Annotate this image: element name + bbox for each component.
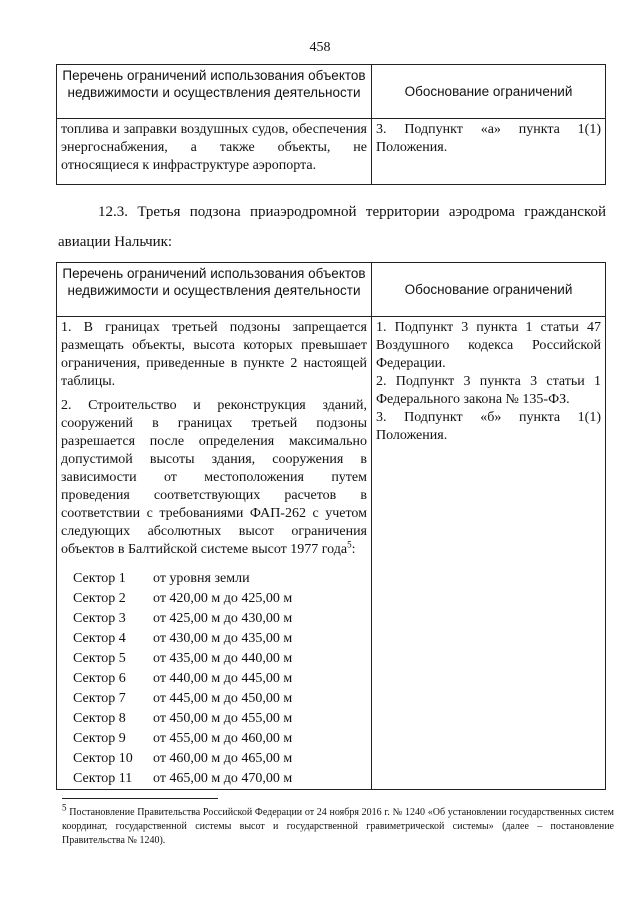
sector-row bbox=[71, 569, 367, 589]
header-restrictions-list: Перечень ограничений использования объектов недвижимости и осуществления деятельности bbox=[57, 263, 372, 317]
header-restrictions-list: Перечень ограничений использования объектов недвижимости и осуществления деятельности bbox=[57, 65, 372, 119]
justification-item-2: 2. Подпункт 3 пункта 3 статьи 1 Федерального закона № 135-ФЗ. bbox=[376, 374, 601, 407]
footnote-mark: 5 bbox=[62, 802, 67, 813]
sector-row bbox=[71, 609, 367, 629]
justification-item-3: 3. Подпункт «б» пункта 1(1) Положения. bbox=[376, 410, 601, 443]
sector-row bbox=[71, 589, 367, 609]
sector-height: от 420,00 м до 425,00 м bbox=[153, 591, 293, 606]
sector-height: от 440,00 м до 445,00 м bbox=[153, 671, 293, 686]
sector-name: Сектор 4 bbox=[73, 631, 126, 646]
table-row bbox=[57, 317, 606, 790]
header-justification: Обоснование ограничений bbox=[372, 263, 606, 317]
sector-height: от 445,00 м до 450,00 м bbox=[153, 691, 293, 706]
sector-name: Сектор 10 bbox=[73, 751, 133, 766]
restriction-item-1: 1. В границах третьей подзоны запрещается размещать объекты, высота которых превышает ограничения, приведенные в пункте 2 настоящей таблицы. bbox=[61, 320, 367, 389]
restriction-cell: топлива и заправки воздушных судов, обеспечения энергоснабжения, а также объекты, не относящиеся к инфраструктуре аэропорта. bbox=[57, 119, 372, 185]
sector-name: Сектор 8 bbox=[73, 711, 126, 726]
footnote-reference: 5 bbox=[347, 539, 352, 550]
sector-height: от уровня земли bbox=[153, 571, 250, 586]
sector-name: Сектор 5 bbox=[73, 651, 126, 666]
sector-height: от 465,00 м до 470,00 м bbox=[153, 771, 293, 786]
restriction-item-2-end: : bbox=[351, 542, 356, 557]
sector-row bbox=[71, 669, 367, 689]
sector-row bbox=[71, 649, 367, 669]
restrictions-table-continued bbox=[56, 64, 606, 185]
sector-name: Сектор 6 bbox=[73, 671, 126, 686]
table-header-row bbox=[57, 263, 606, 317]
sector-height: от 450,00 м до 455,00 м bbox=[153, 711, 293, 726]
table-row bbox=[57, 119, 606, 185]
justification-cell: 3. Подпункт «а» пункта 1(1) Положения. bbox=[372, 119, 606, 185]
third-subzone-table bbox=[56, 262, 606, 790]
header-justification: Обоснование ограничений bbox=[372, 65, 606, 119]
table-header-row bbox=[57, 65, 606, 119]
sector-row bbox=[71, 629, 367, 649]
justification-cell bbox=[372, 317, 606, 790]
sector-name: Сектор 1 bbox=[73, 571, 126, 586]
page-number: 458 bbox=[309, 40, 331, 55]
sector-height: от 455,00 м до 460,00 м bbox=[153, 731, 293, 746]
sector-name: Сектор 3 bbox=[73, 611, 126, 626]
sector-height: от 425,00 м до 430,00 м bbox=[153, 611, 293, 626]
sector-row bbox=[71, 749, 367, 769]
sector-row bbox=[71, 709, 367, 729]
sector-row bbox=[71, 729, 367, 749]
footnote-separator bbox=[62, 798, 218, 799]
sector-name: Сектор 11 bbox=[73, 771, 133, 786]
sector-name: Сектор 7 bbox=[73, 691, 126, 706]
sector-height: от 435,00 м до 440,00 м bbox=[153, 651, 293, 666]
sector-row bbox=[71, 769, 367, 789]
restriction-item-2 bbox=[61, 397, 367, 559]
sector-height: от 430,00 м до 435,00 м bbox=[153, 631, 293, 646]
footnote-text: Постановление Правительства Российской Федерации от 24 ноября 2016 г. № 1240 «Об установлении государственных систем координат, государственной системы высот и государственной гравиметрической системы» (далее – постановление Правительства № 1240). bbox=[62, 807, 614, 846]
sector-name: Сектор 2 bbox=[73, 591, 126, 606]
sector-list bbox=[61, 569, 367, 789]
section-heading: 12.3. Третья подзона приаэродромной территории аэродрома гражданской авиации Нальчик: bbox=[58, 204, 606, 250]
restriction-item-2-text: 2. Строительство и реконструкция зданий, сооружений в границах третьей подзоны разрешается после определения максимально допустимой высоты здания, сооружения в зависимости от местоположения путем проведения соответствующих расчетов в соответствии с требованиями ФАП-262 с учетом следующих абсолютных высот ограничения объектов в Балтийской системе высот 1977 года bbox=[61, 398, 367, 557]
justification-item-1: 1. Подпункт 3 пункта 1 статьи 47 Воздушного кодекса Российской Федерации. bbox=[376, 320, 601, 371]
footnote bbox=[62, 802, 614, 848]
restriction-cell bbox=[57, 317, 372, 790]
sector-row bbox=[71, 689, 367, 709]
sector-height: от 460,00 м до 465,00 м bbox=[153, 751, 293, 766]
sector-name: Сектор 9 bbox=[73, 731, 126, 746]
